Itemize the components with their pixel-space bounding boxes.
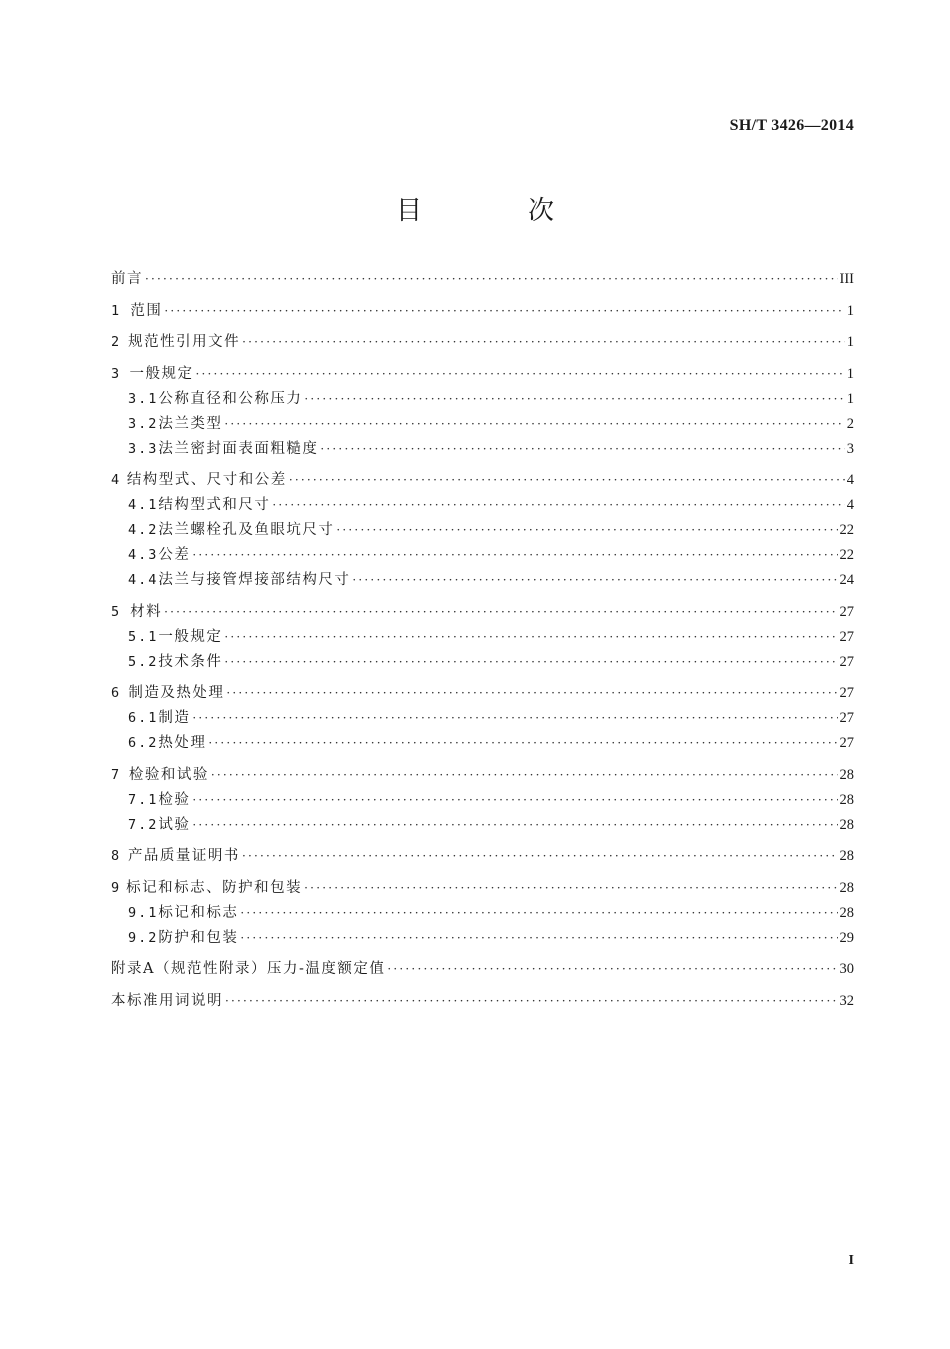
toc-entry-number: 4	[111, 472, 120, 488]
toc-entry-number: 3.2	[128, 415, 159, 432]
toc-entry-page: 32	[839, 992, 854, 1009]
toc-entry-label: 本标准用词说明	[111, 992, 223, 1009]
dot-leader	[304, 388, 844, 410]
toc-entry-page: 28	[839, 904, 854, 921]
toc-entry[interactable]	[111, 789, 854, 811]
toc-entry-page: 27	[839, 685, 854, 701]
toc-entry-label: 制造及热处理	[128, 685, 225, 701]
toc-entry[interactable]	[111, 601, 854, 623]
dot-leader	[320, 438, 844, 460]
dot-leader	[192, 814, 837, 836]
dot-leader	[272, 494, 844, 516]
dot-leader	[192, 789, 837, 811]
toc-entry[interactable]	[111, 388, 854, 410]
toc-entry-label: 标记和标志、防护和包装	[126, 879, 303, 896]
dot-leader	[387, 958, 837, 980]
toc-entry-label: 材料	[130, 603, 163, 620]
toc-entry-label: 法兰密封面表面粗糙度	[158, 440, 319, 457]
dot-leader	[195, 363, 844, 385]
toc-entry-page: 28	[839, 791, 854, 808]
toc-entry[interactable]	[111, 958, 854, 980]
toc-entry[interactable]	[111, 732, 854, 754]
toc-entry-label: 检验和试验	[128, 766, 209, 783]
toc-entry-label: 前言	[111, 271, 143, 287]
toc-entry-page: 28	[839, 766, 854, 783]
toc-entry[interactable]	[111, 814, 854, 836]
dot-leader	[240, 902, 837, 924]
toc-entry-label: 附录A（规范性附录）压力-温度额定值	[111, 961, 386, 977]
dot-leader	[224, 413, 844, 435]
toc-entry-number: 1	[111, 302, 120, 319]
toc-entry-page: 1	[846, 365, 854, 382]
toc-entry-page: 22	[839, 547, 854, 563]
toc-entry-number: 3.3	[128, 440, 159, 457]
standard-code: SH/T 3426—2014	[729, 117, 854, 134]
toc-entry-label: 法兰螺栓孔及鱼眼坑尺寸	[158, 522, 335, 538]
toc-entry-page: 30	[839, 961, 854, 977]
dot-leader	[242, 845, 838, 867]
toc-entry[interactable]	[111, 363, 854, 385]
toc-entry-number: 2	[111, 334, 120, 350]
toc-entry-number: 7	[111, 766, 120, 783]
page-number: I	[848, 1253, 854, 1268]
toc-entry-page: 29	[839, 929, 854, 946]
dot-leader	[240, 927, 837, 949]
toc-entry-number: 6	[111, 685, 120, 701]
toc-entry-page: 28	[839, 848, 854, 864]
dot-leader	[224, 651, 837, 673]
toc-entry-label: 产品质量证明书	[127, 848, 240, 864]
toc-entry[interactable]	[111, 519, 854, 541]
toc-entry-label: 标记和标志	[158, 904, 239, 921]
toc-entry-label: 结构型式和尺寸	[158, 497, 271, 513]
dot-leader	[164, 601, 837, 623]
toc-entry[interactable]	[111, 569, 854, 591]
toc-entry-number: 6.1	[128, 710, 159, 726]
dot-leader	[192, 544, 837, 566]
toc-entry-page: 27	[839, 653, 854, 670]
toc-entry-number: 4.1	[128, 497, 159, 513]
toc-entry-number: 3	[111, 365, 120, 382]
dot-leader	[336, 519, 837, 541]
toc-entry-page: III	[839, 271, 854, 287]
toc-entry-label: 公差	[158, 547, 191, 563]
page-title: 目 次	[395, 196, 594, 226]
toc-entry[interactable]	[111, 438, 854, 460]
toc-entry[interactable]	[111, 268, 854, 290]
toc-entry-number: 8	[111, 848, 120, 864]
toc-entry-number: 5.2	[128, 653, 159, 670]
toc-entry-page: 1	[846, 302, 854, 319]
dot-leader	[208, 732, 837, 754]
toc-entry-label: 法兰类型	[158, 415, 223, 432]
toc-entry[interactable]	[111, 682, 854, 704]
toc-entry[interactable]	[111, 902, 854, 924]
toc-entry-page: 27	[839, 628, 854, 645]
dot-leader	[224, 626, 837, 648]
toc-entry-label: 规范性引用文件	[128, 334, 241, 350]
toc-entry[interactable]	[111, 764, 854, 786]
toc-entry-number: 5	[111, 603, 120, 620]
toc-entry[interactable]	[111, 877, 854, 899]
toc-entry-label: 热处理	[158, 735, 207, 751]
toc-entry-page: 1	[846, 390, 854, 407]
toc-entry-page: 27	[839, 603, 854, 620]
toc-entry-page: 2	[846, 415, 854, 432]
toc-entry-page: 24	[839, 572, 854, 588]
toc-entry-number: 9.2	[128, 929, 159, 946]
toc-entry-label: 检验	[158, 791, 191, 808]
toc-entry-page: 3	[846, 440, 854, 457]
toc-entry-label: 防护和包装	[158, 929, 239, 946]
dot-leader	[192, 707, 837, 729]
toc-entry-number: 6.2	[128, 735, 159, 751]
toc-entry[interactable]	[111, 413, 854, 435]
toc-entry-number: 5.1	[128, 628, 159, 645]
toc-entry[interactable]	[111, 494, 854, 516]
toc-entry-page: 27	[839, 710, 854, 726]
toc-entry-page: 27	[839, 735, 854, 751]
table-of-contents	[111, 268, 854, 1012]
toc-entry-label: 法兰与接管焊接部结构尺寸	[158, 572, 351, 588]
toc-entry-page: 22	[839, 522, 854, 538]
toc-entry-number: 4.3	[128, 547, 159, 563]
toc-entry-label: 试验	[158, 816, 191, 833]
toc-entry[interactable]	[111, 331, 854, 353]
dot-leader	[304, 877, 837, 899]
dot-leader	[242, 331, 845, 353]
toc-entry-label: 一般规定	[158, 628, 223, 645]
toc-entry-page: 4	[846, 497, 854, 513]
dot-leader	[211, 764, 838, 786]
dot-leader	[352, 569, 837, 591]
dot-leader	[145, 268, 838, 290]
toc-entry-page: 4	[846, 472, 854, 488]
dot-leader	[226, 682, 837, 704]
toc-entry-number: 7.2	[128, 816, 159, 833]
toc-entry[interactable]	[111, 544, 854, 566]
toc-entry-label: 公称直径和公称压力	[158, 390, 303, 407]
toc-entry-number: 9.1	[128, 904, 159, 921]
toc-entry-label: 制造	[158, 710, 191, 726]
toc-entry-number: 3.1	[128, 390, 159, 407]
dot-leader	[289, 469, 845, 491]
toc-entry[interactable]	[111, 651, 854, 673]
dot-leader	[225, 990, 838, 1012]
toc-entry[interactable]	[111, 469, 854, 491]
toc-entry-page: 28	[839, 879, 854, 896]
toc-entry[interactable]	[111, 626, 854, 648]
toc-entry[interactable]	[111, 300, 854, 322]
toc-entry-page: 1	[846, 334, 854, 350]
toc-entry[interactable]	[111, 990, 854, 1012]
toc-entry-label: 结构型式、尺寸和公差	[126, 472, 287, 488]
dot-leader	[164, 300, 844, 322]
toc-entry[interactable]	[111, 707, 854, 729]
toc-entry-label: 范围	[130, 302, 163, 319]
toc-entry-number: 4.4	[128, 572, 159, 588]
toc-entry-number: 9	[111, 879, 120, 896]
toc-entry[interactable]	[111, 927, 854, 949]
toc-entry-label: 一般规定	[129, 365, 194, 382]
toc-entry[interactable]	[111, 845, 854, 867]
toc-entry-number: 7.1	[128, 791, 159, 808]
toc-entry-page: 28	[839, 816, 854, 833]
toc-entry-number: 4.2	[128, 522, 159, 538]
toc-entry-label: 技术条件	[158, 653, 223, 670]
